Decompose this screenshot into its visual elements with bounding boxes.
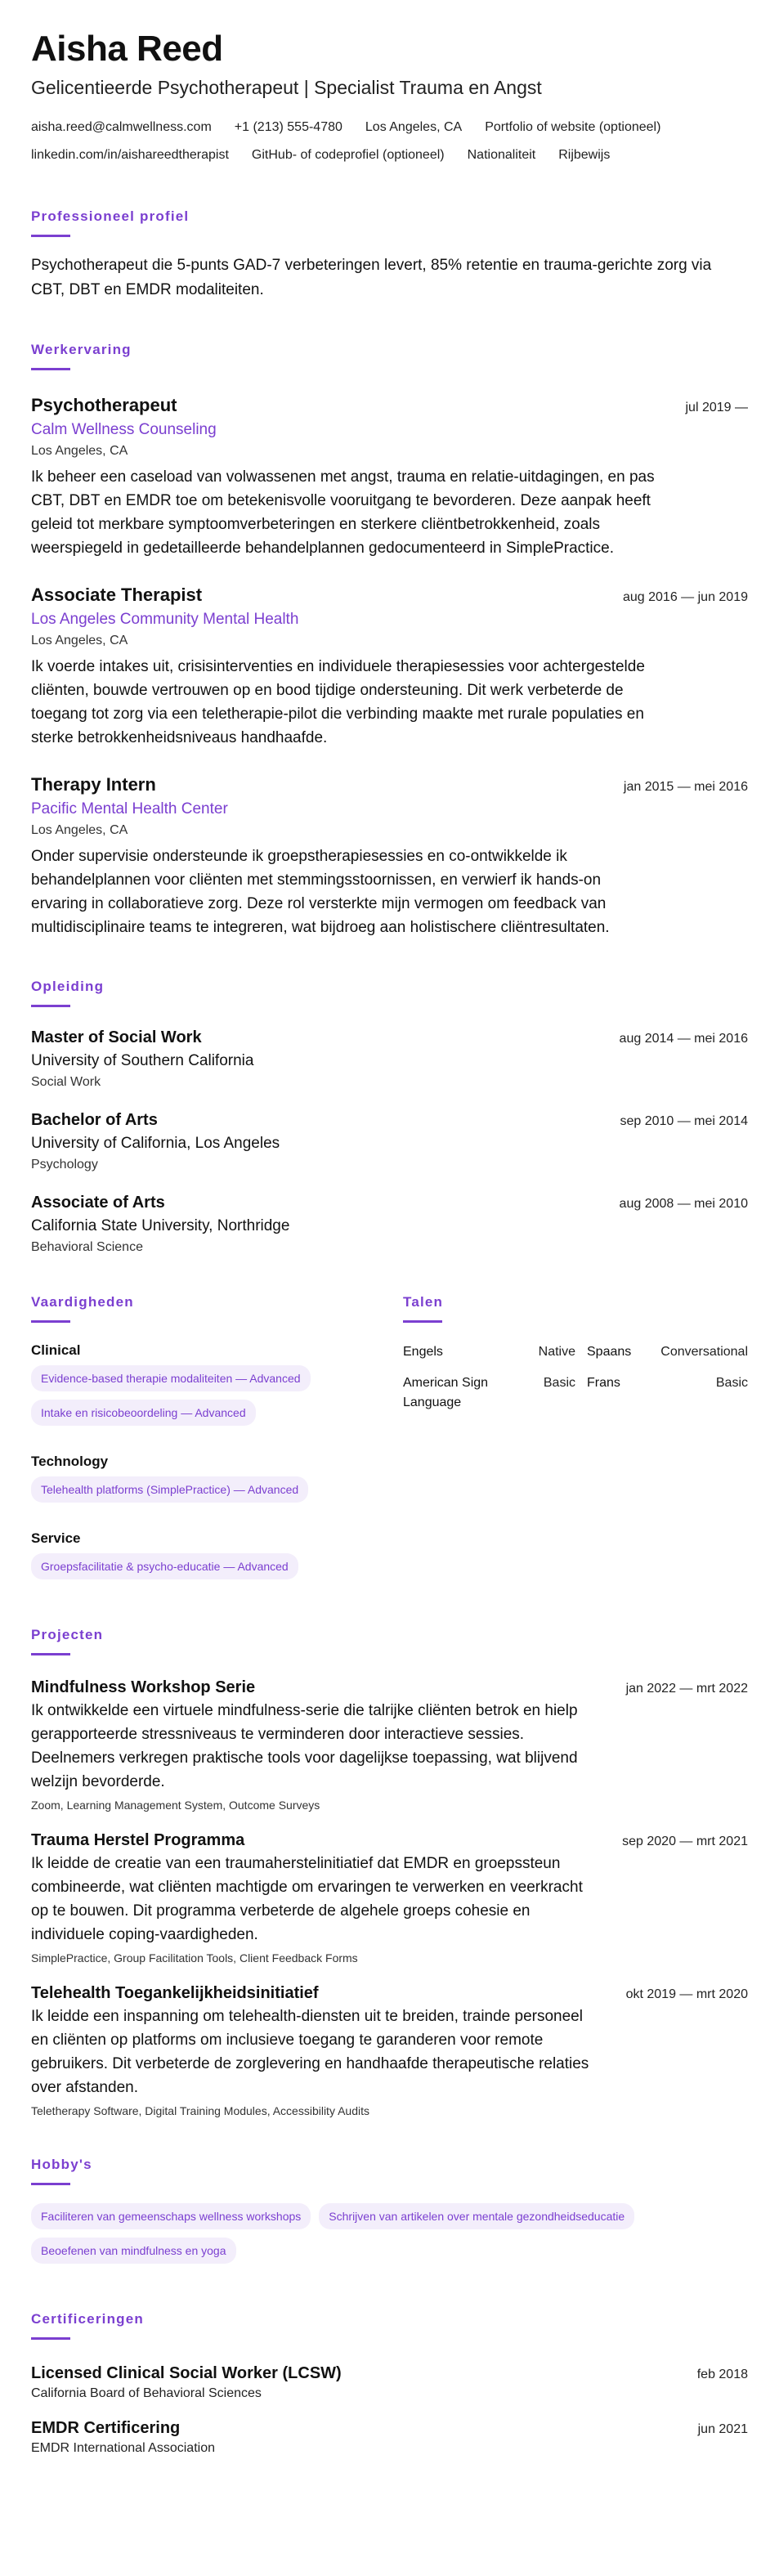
project-date: sep 2020 — mrt 2021 bbox=[622, 1835, 748, 1849]
contact-portfolio[interactable]: Portfolio of website (optioneel) bbox=[485, 120, 661, 135]
job-role: Associate Therapist bbox=[31, 585, 203, 606]
contact-list bbox=[31, 114, 748, 169]
section-divider bbox=[31, 1320, 70, 1323]
hobby-list bbox=[31, 2203, 748, 2272]
section-heading: Werkervaring bbox=[31, 342, 132, 358]
contact-linkedin[interactable]: linkedin.com/in/aishareedtherapist bbox=[31, 148, 229, 163]
project-description: Ik ontwikkelde een virtuele mindfulness-serie die talrijke cliënten betrok en hielp gerapporteerde stressniveaus te verminderen door interactieve sessies. Deelnemers verkregen praktische tools voor dagelijkse toepassing, wat blijvend welzijn bevorderde. bbox=[31, 1702, 578, 1791]
language-name: Spaans bbox=[587, 1345, 632, 1360]
candidate-title: Gelicentieerde Psychotherapeut | Specialist Trauma en Angst bbox=[31, 77, 542, 99]
certification-issuer: California Board of Behavioral Sciences bbox=[31, 2386, 262, 2401]
section-heading: Certificeringen bbox=[31, 2311, 144, 2327]
language-name: Engels bbox=[403, 1345, 443, 1360]
section-heading: Vaardigheden bbox=[31, 1294, 134, 1310]
skill-group bbox=[31, 1454, 403, 1511]
project-entry bbox=[31, 1678, 748, 1812]
section-divider bbox=[31, 2183, 70, 2185]
skill-group bbox=[31, 1342, 403, 1434]
skill-group-title: Technology bbox=[31, 1454, 109, 1470]
education-field: Social Work bbox=[31, 1075, 101, 1090]
skill-chip: Groepsfacilitatie & psycho-educatie — Advanced bbox=[31, 1553, 298, 1579]
education-entry bbox=[31, 1028, 748, 1090]
job-location: Los Angeles, CA bbox=[31, 634, 128, 648]
skill-chip: Evidence-based therapie modaliteiten — Advanced bbox=[31, 1365, 311, 1391]
education-field: Psychology bbox=[31, 1158, 98, 1172]
project-tech: Zoom, Learning Management System, Outcome Surveys bbox=[31, 1799, 320, 1812]
job-company: Calm Wellness Counseling bbox=[31, 421, 217, 439]
certification-issuer: EMDR International Association bbox=[31, 2441, 215, 2456]
project-name: Trauma Herstel Programma bbox=[31, 1831, 245, 1850]
project-entry bbox=[31, 1831, 748, 1964]
certification-name: Licensed Clinical Social Worker (LCSW) bbox=[31, 2364, 342, 2383]
project-name: Telehealth Toegankelijkheidsinitiatief bbox=[31, 1984, 319, 2003]
section-divider bbox=[31, 2337, 70, 2340]
education-date: aug 2014 — mei 2016 bbox=[619, 1032, 748, 1046]
section-heading: Hobby's bbox=[31, 2157, 92, 2173]
education-date: aug 2008 — mei 2010 bbox=[619, 1197, 748, 1212]
section-divider bbox=[31, 1005, 70, 1007]
project-tech: SimplePractice, Group Facilitation Tools, Client Feedback Forms bbox=[31, 1951, 358, 1965]
job-company: Pacific Mental Health Center bbox=[31, 800, 228, 818]
skill-chip: Intake en risicobeoordeling — Advanced bbox=[31, 1400, 256, 1426]
certification-entry bbox=[31, 2419, 748, 2456]
section-heading: Professioneel profiel bbox=[31, 208, 190, 225]
language-level: Native bbox=[538, 1345, 575, 1360]
section-heading: Talen bbox=[403, 1294, 444, 1310]
section-divider bbox=[31, 1653, 70, 1655]
skill-chip: Telehealth platforms (SimplePractice) — Advanced bbox=[31, 1476, 308, 1503]
language-level: Basic bbox=[543, 1376, 575, 1391]
profile-text: Psychotherapeut die 5-punts GAD-7 verbeteringen levert, 85% retentie en trauma-gerichte zorg via CBT, DBT en EMDR modaliteiten. bbox=[31, 257, 712, 299]
resume-header bbox=[31, 29, 748, 169]
project-description: Ik leidde de creatie van een traumaherstelinitiatief dat EMDR en groepssteun combineerde, wat cliënten machtigde om ervaringen te verwerken en veerkracht op te bouwen. Dit programma verbeterde de algehele groeps cohesie en individuele coping-vaardigheden. bbox=[31, 1855, 583, 1944]
project-date: okt 2019 — mrt 2020 bbox=[625, 1987, 748, 2002]
job-entry bbox=[31, 585, 748, 750]
job-date: aug 2016 — jun 2019 bbox=[622, 590, 748, 605]
education-entry bbox=[31, 1111, 748, 1172]
language-name: American Sign Language bbox=[403, 1376, 489, 1410]
contact-location: Los Angeles, CA bbox=[365, 120, 463, 135]
contact-license: Rijbewijs bbox=[558, 148, 611, 163]
hobby-chip: Schrijven van artikelen over mentale gezondheidseducatie bbox=[319, 2203, 634, 2229]
section-divider bbox=[31, 235, 70, 237]
language-name: Frans bbox=[587, 1376, 620, 1391]
job-role: Therapy Intern bbox=[31, 774, 156, 795]
job-date: jan 2015 — mei 2016 bbox=[623, 780, 748, 795]
skills-languages-row bbox=[31, 1294, 748, 1588]
certification-date: jun 2021 bbox=[697, 2422, 748, 2437]
certifications-section bbox=[31, 2311, 748, 2456]
hobby-chip: Faciliteren van gemeenschaps wellness workshops bbox=[31, 2203, 311, 2229]
job-description: Ik beheer een caseload van volwassenen met angst, trauma en relatie-uitdagingen, en pas CBT, DBT en EMDR toe om betekenisvolle vooruitgang te bevorderen. Deze aanpak heeft geleid tot merkbare symptoomverbeteringen en sterkere cliëntbetrokkenheid, zoals weerspiegeld in gedetailleerde behandelplannen gedocumenteerd in SimplePractice. bbox=[31, 468, 655, 558]
education-field: Behavioral Science bbox=[31, 1240, 143, 1255]
candidate-name: Aisha Reed bbox=[31, 29, 223, 69]
education-section bbox=[31, 979, 748, 1255]
job-date: jul 2019 — bbox=[685, 401, 748, 415]
job-description: Onder supervisie ondersteunde ik groepstherapiesessies en co-ontwikkelde ik behandelplannen voor cliënten met stemmingsstoornissen, en verwierf ik hands-on ervaring in collaboratieve zorg. Deze rol versterkte mijn vermogen om feedback van multidisciplinaire teams te integreren, wat bijdroeg aan holistischere cliëntresultaten. bbox=[31, 848, 610, 937]
projects-section bbox=[31, 1627, 748, 2117]
education-entry bbox=[31, 1194, 748, 1255]
project-entry bbox=[31, 1984, 748, 2117]
certification-name: EMDR Certificering bbox=[31, 2419, 181, 2438]
hobby-chip: Beoefenen van mindfulness en yoga bbox=[31, 2238, 236, 2264]
experience-section bbox=[31, 342, 748, 939]
contact-github[interactable]: GitHub- of codeprofiel (optioneel) bbox=[251, 148, 445, 163]
section-divider bbox=[31, 368, 70, 370]
certification-date: feb 2018 bbox=[696, 2368, 748, 2382]
job-description: Ik voerde intakes uit, crisisinterventies en individuele therapiesessies voor achtergestelde cliënten, bouwde vertrouwen op en bood tijdige ondersteuning. Dit werk verbeterde de toegang tot zorg via een teletherapie-pilot die verbinding maakte met rurale populaties en sterke betrokkenheidsniveaus handhaafde. bbox=[31, 658, 645, 747]
certification-entry bbox=[31, 2364, 748, 2401]
contact-phone[interactable]: +1 (213) 555-4780 bbox=[234, 120, 342, 135]
hobbies-section bbox=[31, 2157, 748, 2272]
language-list bbox=[403, 1342, 748, 1413]
project-date: jan 2022 — mrt 2022 bbox=[625, 1682, 748, 1696]
job-company: Los Angeles Community Mental Health bbox=[31, 611, 299, 629]
education-date: sep 2010 — mei 2014 bbox=[620, 1114, 748, 1129]
skill-group-title: Service bbox=[31, 1530, 81, 1547]
skill-group bbox=[31, 1530, 403, 1588]
section-heading: Projecten bbox=[31, 1627, 104, 1643]
languages-section bbox=[403, 1294, 748, 1588]
education-degree: Bachelor of Arts bbox=[31, 1111, 158, 1130]
education-school: University of California, Los Angeles bbox=[31, 1135, 280, 1153]
job-location: Los Angeles, CA bbox=[31, 823, 128, 838]
contact-email[interactable]: aisha.reed@calmwellness.com bbox=[31, 120, 212, 135]
language-level: Basic bbox=[715, 1376, 748, 1391]
job-role: Psychotherapeut bbox=[31, 395, 177, 416]
language-level: Conversational bbox=[660, 1345, 748, 1360]
job-entry bbox=[31, 395, 748, 560]
job-entry bbox=[31, 774, 748, 939]
education-degree: Associate of Arts bbox=[31, 1194, 165, 1212]
section-heading: Opleiding bbox=[31, 979, 105, 995]
education-school: University of Southern California bbox=[31, 1052, 254, 1070]
job-location: Los Angeles, CA bbox=[31, 444, 128, 459]
contact-nationality: Nationaliteit bbox=[467, 148, 536, 163]
project-name: Mindfulness Workshop Serie bbox=[31, 1678, 256, 1697]
skill-group-title: Clinical bbox=[31, 1342, 81, 1359]
skills-section bbox=[31, 1294, 403, 1588]
profile-section bbox=[31, 208, 748, 302]
education-school: California State University, Northridge bbox=[31, 1217, 290, 1235]
education-degree: Master of Social Work bbox=[31, 1028, 202, 1047]
project-description: Ik leidde een inspanning om telehealth-diensten uit te breiden, trainde personeel en cliënten op platforms om inclusieve toegang te garanderen voor remote gebruikers. Dit verbeterde de zorglevering en handhaafde therapeutische relaties over afstanden. bbox=[31, 2008, 589, 2097]
project-tech: Teletherapy Software, Digital Training Modules, Accessibility Audits bbox=[31, 2104, 369, 2118]
section-divider bbox=[403, 1320, 442, 1323]
